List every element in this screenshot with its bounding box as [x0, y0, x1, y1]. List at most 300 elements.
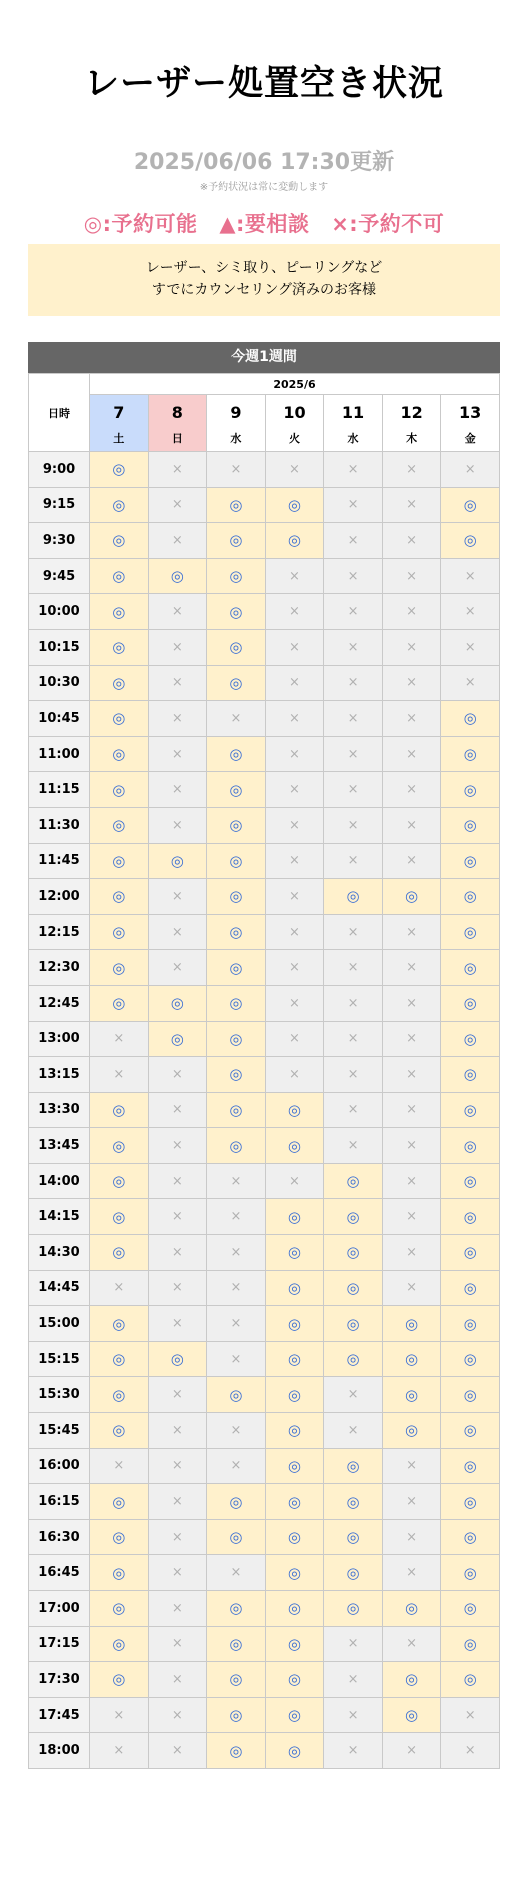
slot-available[interactable]: ◎	[90, 985, 149, 1021]
legend-consult: ▲:要相談	[219, 212, 310, 236]
slot-available[interactable]: ◎	[265, 1270, 324, 1306]
time-cell: 13:30	[29, 1092, 90, 1128]
slot-available[interactable]: ◎	[441, 1413, 500, 1449]
slot-available[interactable]: ◎	[324, 1484, 383, 1520]
slot-available[interactable]: ◎	[207, 807, 266, 843]
slot-available[interactable]: ◎	[207, 629, 266, 665]
day-header-row	[29, 395, 500, 452]
day-number: 13	[459, 402, 482, 422]
slot-unavailable: ×	[324, 985, 383, 1021]
slot-available[interactable]: ◎	[324, 1199, 383, 1235]
slot-available[interactable]: ◎	[382, 1413, 441, 1449]
slot-available[interactable]: ◎	[441, 1092, 500, 1128]
slot-available[interactable]: ◎	[265, 1448, 324, 1484]
slot-unavailable: ×	[265, 558, 324, 594]
slot-available[interactable]: ◎	[207, 487, 266, 523]
table-row	[29, 1733, 500, 1769]
time-cell: 16:45	[29, 1555, 90, 1591]
slot-available[interactable]: ◎	[441, 1662, 500, 1698]
slot-available[interactable]: ◎	[90, 452, 149, 488]
slot-unavailable: ×	[324, 558, 383, 594]
slot-available[interactable]: ◎	[90, 1092, 149, 1128]
slot-available[interactable]: ◎	[265, 1092, 324, 1128]
slot-unavailable: ×	[382, 1519, 441, 1555]
slot-unavailable: ×	[382, 843, 441, 879]
time-cell: 17:15	[29, 1626, 90, 1662]
day-number: 12	[400, 402, 423, 422]
slot-available[interactable]: ◎	[441, 914, 500, 950]
slot-available[interactable]: ◎	[265, 1484, 324, 1520]
slot-available[interactable]: ◎	[441, 807, 500, 843]
slot-available[interactable]: ◎	[265, 1697, 324, 1733]
day-header	[265, 395, 324, 452]
slot-unavailable: ×	[207, 1413, 266, 1449]
legend-unavailable: ×:予約不可	[331, 212, 445, 236]
slot-available[interactable]: ◎	[382, 1591, 441, 1627]
time-cell: 9:45	[29, 558, 90, 594]
slot-available[interactable]: ◎	[382, 1306, 441, 1342]
slot-available[interactable]: ◎	[207, 523, 266, 559]
slot-available[interactable]: ◎	[265, 1199, 324, 1235]
slot-available[interactable]: ◎	[90, 1555, 149, 1591]
table-row	[29, 914, 500, 950]
time-cell: 13:15	[29, 1057, 90, 1093]
slot-available[interactable]: ◎	[441, 1021, 500, 1057]
table-row	[29, 1128, 500, 1164]
slot-available[interactable]: ◎	[148, 558, 207, 594]
slot-available[interactable]: ◎	[324, 1235, 383, 1271]
slot-unavailable: ×	[382, 950, 441, 986]
slot-unavailable: ×	[148, 1484, 207, 1520]
slot-available[interactable]: ◎	[265, 1591, 324, 1627]
slot-unavailable: ×	[382, 736, 441, 772]
slot-available[interactable]: ◎	[382, 1377, 441, 1413]
slot-unavailable: ×	[265, 772, 324, 808]
slot-available[interactable]: ◎	[441, 523, 500, 559]
time-cell: 15:30	[29, 1377, 90, 1413]
legend	[0, 208, 528, 238]
time-cell: 15:15	[29, 1341, 90, 1377]
slot-unavailable: ×	[382, 701, 441, 737]
slot-available[interactable]: ◎	[207, 665, 266, 701]
slot-available[interactable]: ◎	[90, 1484, 149, 1520]
slot-available[interactable]: ◎	[441, 1484, 500, 1520]
slot-unavailable: ×	[148, 1591, 207, 1627]
slot-unavailable: ×	[382, 914, 441, 950]
slot-available[interactable]: ◎	[265, 1306, 324, 1342]
day-number: 10	[283, 402, 306, 422]
slot-available[interactable]: ◎	[207, 1733, 266, 1769]
slot-available[interactable]: ◎	[207, 1484, 266, 1520]
day-header	[382, 395, 441, 452]
time-cell: 10:00	[29, 594, 90, 630]
day-header	[207, 395, 266, 452]
time-cell: 9:15	[29, 487, 90, 523]
slot-unavailable: ×	[265, 843, 324, 879]
table-row	[29, 665, 500, 701]
table-row	[29, 1662, 500, 1698]
slot-unavailable: ×	[441, 629, 500, 665]
slot-unavailable: ×	[148, 629, 207, 665]
slot-available[interactable]: ◎	[265, 1519, 324, 1555]
time-cell: 15:00	[29, 1306, 90, 1342]
slot-available[interactable]: ◎	[265, 1413, 324, 1449]
slot-available[interactable]: ◎	[441, 985, 500, 1021]
slot-available[interactable]: ◎	[90, 879, 149, 915]
slot-available[interactable]: ◎	[90, 1235, 149, 1271]
slot-unavailable: ×	[148, 1413, 207, 1449]
slot-unavailable: ×	[90, 1448, 149, 1484]
slot-unavailable: ×	[148, 1057, 207, 1093]
slot-available[interactable]: ◎	[441, 1057, 500, 1093]
slot-unavailable: ×	[324, 843, 383, 879]
slot-available[interactable]: ◎	[90, 1591, 149, 1627]
target-line-2: すでにカウンセリング済みのお客様	[151, 282, 377, 298]
slot-available[interactable]: ◎	[441, 1270, 500, 1306]
time-cell: 10:30	[29, 665, 90, 701]
slot-unavailable: ×	[441, 1697, 500, 1733]
slot-available[interactable]: ◎	[207, 1591, 266, 1627]
slot-unavailable: ×	[207, 452, 266, 488]
table-row	[29, 985, 500, 1021]
slot-unavailable: ×	[382, 487, 441, 523]
slot-available[interactable]: ◎	[441, 1128, 500, 1164]
slot-available[interactable]: ◎	[90, 772, 149, 808]
slot-available[interactable]: ◎	[441, 1591, 500, 1627]
slot-available[interactable]: ◎	[265, 1662, 324, 1698]
slot-available[interactable]: ◎	[90, 1199, 149, 1235]
slot-unavailable: ×	[324, 1626, 383, 1662]
slot-unavailable: ×	[324, 523, 383, 559]
slot-available[interactable]: ◎	[441, 879, 500, 915]
slot-available[interactable]: ◎	[382, 879, 441, 915]
slot-available[interactable]: ◎	[207, 1662, 266, 1698]
slot-available[interactable]: ◎	[441, 1235, 500, 1271]
slot-available[interactable]: ◎	[382, 1697, 441, 1733]
slot-unavailable: ×	[148, 1448, 207, 1484]
slot-available[interactable]: ◎	[90, 950, 149, 986]
slot-available[interactable]: ◎	[90, 1128, 149, 1164]
weekday-label: 木	[406, 431, 418, 445]
day-number: 11	[341, 402, 365, 422]
time-cell: 13:45	[29, 1128, 90, 1164]
slot-unavailable: ×	[382, 1555, 441, 1591]
slot-available[interactable]: ◎	[441, 701, 500, 737]
slot-unavailable: ×	[265, 914, 324, 950]
slot-unavailable: ×	[324, 452, 383, 488]
time-cell: 14:15	[29, 1199, 90, 1235]
slot-unavailable: ×	[382, 1235, 441, 1271]
slot-unavailable: ×	[90, 1697, 149, 1733]
slot-available[interactable]: ◎	[207, 736, 266, 772]
time-cell: 10:15	[29, 629, 90, 665]
slot-unavailable: ×	[382, 629, 441, 665]
slot-available[interactable]: ◎	[90, 1377, 149, 1413]
slot-available[interactable]: ◎	[441, 1519, 500, 1555]
slot-available[interactable]: ◎	[207, 558, 266, 594]
slot-unavailable: ×	[324, 914, 383, 950]
target-customers-box	[28, 244, 500, 316]
slot-unavailable: ×	[148, 1519, 207, 1555]
table-row	[29, 594, 500, 630]
slot-available[interactable]: ◎	[207, 1092, 266, 1128]
slot-available[interactable]: ◎	[207, 985, 266, 1021]
slot-unavailable: ×	[265, 1021, 324, 1057]
slot-unavailable: ×	[207, 1555, 266, 1591]
slot-available[interactable]: ◎	[90, 914, 149, 950]
slot-available[interactable]: ◎	[324, 879, 383, 915]
slot-available[interactable]: ◎	[90, 665, 149, 701]
slot-available[interactable]: ◎	[90, 1626, 149, 1662]
slot-unavailable: ×	[382, 1128, 441, 1164]
table-row	[29, 1448, 500, 1484]
slot-available[interactable]: ◎	[207, 950, 266, 986]
slot-available[interactable]: ◎	[207, 1377, 266, 1413]
time-cell: 11:15	[29, 772, 90, 808]
target-line-1: レーザー、シミ取り、ピーリングなど	[145, 260, 383, 276]
slot-available[interactable]: ◎	[148, 843, 207, 879]
slot-available[interactable]: ◎	[441, 1448, 500, 1484]
slot-available[interactable]: ◎	[90, 1341, 149, 1377]
slot-unavailable: ×	[324, 1057, 383, 1093]
schedule-body	[29, 452, 500, 1769]
day-number: 7	[113, 402, 125, 422]
slot-unavailable: ×	[207, 1341, 266, 1377]
legend-available: ◎:予約可能	[83, 212, 198, 236]
slot-unavailable: ×	[441, 558, 500, 594]
slot-available[interactable]: ◎	[265, 1377, 324, 1413]
slot-unavailable: ×	[148, 879, 207, 915]
slot-available[interactable]: ◎	[441, 1306, 500, 1342]
table-row	[29, 629, 500, 665]
slot-available[interactable]: ◎	[90, 1306, 149, 1342]
slot-unavailable: ×	[148, 1199, 207, 1235]
slot-unavailable: ×	[90, 1733, 149, 1769]
time-cell: 17:30	[29, 1662, 90, 1698]
time-cell: 16:00	[29, 1448, 90, 1484]
slot-unavailable: ×	[148, 523, 207, 559]
table-row	[29, 843, 500, 879]
table-row	[29, 1591, 500, 1627]
table-row	[29, 772, 500, 808]
slot-available[interactable]: ◎	[90, 1413, 149, 1449]
weekday-label: 土	[113, 431, 125, 445]
slot-available[interactable]: ◎	[265, 1128, 324, 1164]
slot-available[interactable]: ◎	[148, 985, 207, 1021]
table-row	[29, 1021, 500, 1057]
table-row	[29, 1555, 500, 1591]
slot-unavailable: ×	[148, 1733, 207, 1769]
slot-available[interactable]: ◎	[441, 772, 500, 808]
slot-unavailable: ×	[382, 1270, 441, 1306]
time-cell: 11:30	[29, 807, 90, 843]
slot-available[interactable]: ◎	[441, 1377, 500, 1413]
table-row	[29, 487, 500, 523]
time-cell: 12:15	[29, 914, 90, 950]
slot-available[interactable]: ◎	[148, 1021, 207, 1057]
slot-unavailable: ×	[324, 487, 383, 523]
slot-available[interactable]: ◎	[265, 1341, 324, 1377]
month-row	[29, 374, 500, 395]
slot-unavailable: ×	[207, 1163, 266, 1199]
slot-available[interactable]: ◎	[207, 914, 266, 950]
slot-available[interactable]: ◎	[441, 487, 500, 523]
slot-available[interactable]: ◎	[207, 1057, 266, 1093]
slot-available[interactable]: ◎	[441, 1163, 500, 1199]
time-cell: 13:00	[29, 1021, 90, 1057]
slot-available[interactable]: ◎	[90, 523, 149, 559]
table-row	[29, 1163, 500, 1199]
slot-unavailable: ×	[382, 772, 441, 808]
slot-unavailable: ×	[441, 1733, 500, 1769]
slot-available[interactable]: ◎	[90, 558, 149, 594]
slot-unavailable: ×	[148, 1270, 207, 1306]
day-number: 8	[171, 402, 183, 422]
slot-unavailable: ×	[324, 1092, 383, 1128]
table-row	[29, 1377, 500, 1413]
slot-available[interactable]: ◎	[265, 523, 324, 559]
slot-available[interactable]: ◎	[207, 1697, 266, 1733]
slot-unavailable: ×	[382, 594, 441, 630]
slot-available[interactable]: ◎	[90, 629, 149, 665]
weekday-label: 火	[288, 431, 300, 445]
table-row	[29, 950, 500, 986]
slot-available[interactable]: ◎	[207, 1128, 266, 1164]
slot-available[interactable]: ◎	[441, 950, 500, 986]
slot-available[interactable]: ◎	[265, 1235, 324, 1271]
slot-unavailable: ×	[324, 1021, 383, 1057]
slot-unavailable: ×	[265, 701, 324, 737]
table-row	[29, 1199, 500, 1235]
table-row	[29, 1341, 500, 1377]
time-cell: 14:00	[29, 1163, 90, 1199]
slot-unavailable: ×	[265, 594, 324, 630]
slot-available[interactable]: ◎	[324, 1519, 383, 1555]
slot-unavailable: ×	[382, 1021, 441, 1057]
day-header	[324, 395, 383, 452]
slot-unavailable: ×	[148, 452, 207, 488]
slot-available[interactable]: ◎	[441, 736, 500, 772]
slot-available[interactable]: ◎	[265, 1626, 324, 1662]
slot-available[interactable]: ◎	[207, 1021, 266, 1057]
slot-unavailable: ×	[90, 1021, 149, 1057]
slot-available[interactable]: ◎	[90, 1662, 149, 1698]
slot-available[interactable]: ◎	[207, 1626, 266, 1662]
slot-available[interactable]: ◎	[90, 594, 149, 630]
table-row	[29, 1235, 500, 1271]
slot-available[interactable]: ◎	[324, 1555, 383, 1591]
slot-unavailable: ×	[265, 985, 324, 1021]
slot-available[interactable]: ◎	[324, 1341, 383, 1377]
slot-available[interactable]: ◎	[324, 1448, 383, 1484]
slot-unavailable: ×	[324, 1128, 383, 1164]
slot-available[interactable]: ◎	[265, 487, 324, 523]
slot-available[interactable]: ◎	[207, 772, 266, 808]
table-row	[29, 1697, 500, 1733]
table-row	[29, 1092, 500, 1128]
slot-unavailable: ×	[207, 701, 266, 737]
slot-unavailable: ×	[382, 1057, 441, 1093]
slot-unavailable: ×	[382, 1733, 441, 1769]
slot-unavailable: ×	[148, 772, 207, 808]
slot-unavailable: ×	[148, 1377, 207, 1413]
slot-available[interactable]: ◎	[90, 701, 149, 737]
slot-unavailable: ×	[207, 1306, 266, 1342]
slot-unavailable: ×	[265, 807, 324, 843]
time-cell: 11:00	[29, 736, 90, 772]
table-row	[29, 879, 500, 915]
slot-available[interactable]: ◎	[148, 1341, 207, 1377]
slot-available[interactable]: ◎	[324, 1270, 383, 1306]
slot-unavailable: ×	[148, 487, 207, 523]
slot-unavailable: ×	[148, 736, 207, 772]
table-row	[29, 1484, 500, 1520]
slot-unavailable: ×	[207, 1270, 266, 1306]
slot-available[interactable]: ◎	[441, 1199, 500, 1235]
table-row	[29, 701, 500, 737]
slot-unavailable: ×	[148, 1163, 207, 1199]
slot-unavailable: ×	[148, 701, 207, 737]
slot-unavailable: ×	[382, 1092, 441, 1128]
slot-available[interactable]: ◎	[324, 1163, 383, 1199]
slot-available[interactable]: ◎	[90, 1163, 149, 1199]
slot-available[interactable]: ◎	[90, 736, 149, 772]
slot-unavailable: ×	[265, 1057, 324, 1093]
slot-unavailable: ×	[382, 1199, 441, 1235]
slot-unavailable: ×	[148, 1697, 207, 1733]
table-row	[29, 736, 500, 772]
slot-unavailable: ×	[324, 1413, 383, 1449]
page-title: レーザー処置空き状況	[83, 64, 444, 104]
day-header	[148, 395, 207, 452]
schedule-period-label: 今週1週間	[28, 342, 500, 373]
slot-available[interactable]: ◎	[90, 487, 149, 523]
slot-available[interactable]: ◎	[441, 843, 500, 879]
table-row	[29, 807, 500, 843]
slot-available[interactable]: ◎	[90, 807, 149, 843]
slot-available[interactable]: ◎	[90, 843, 149, 879]
slot-unavailable: ×	[324, 950, 383, 986]
slot-available[interactable]: ◎	[324, 1591, 383, 1627]
slot-available[interactable]: ◎	[207, 1519, 266, 1555]
slot-available[interactable]: ◎	[441, 1341, 500, 1377]
slot-unavailable: ×	[265, 1163, 324, 1199]
slot-unavailable: ×	[324, 1733, 383, 1769]
slot-available[interactable]: ◎	[382, 1662, 441, 1698]
slot-available[interactable]: ◎	[441, 1555, 500, 1591]
time-column-header: 日時	[29, 374, 90, 452]
slot-available[interactable]: ◎	[207, 879, 266, 915]
slot-unavailable: ×	[265, 950, 324, 986]
slot-available[interactable]: ◎	[441, 1626, 500, 1662]
slot-unavailable: ×	[148, 1662, 207, 1698]
slot-available[interactable]: ◎	[324, 1306, 383, 1342]
slot-available[interactable]: ◎	[265, 1733, 324, 1769]
day-number: 9	[230, 402, 242, 422]
slot-unavailable: ×	[382, 985, 441, 1021]
slot-available[interactable]: ◎	[207, 594, 266, 630]
slot-available[interactable]: ◎	[265, 1555, 324, 1591]
slot-available[interactable]: ◎	[90, 1519, 149, 1555]
slot-unavailable: ×	[148, 594, 207, 630]
slot-unavailable: ×	[382, 452, 441, 488]
table-row	[29, 1413, 500, 1449]
slot-available[interactable]: ◎	[382, 1341, 441, 1377]
slot-unavailable: ×	[148, 914, 207, 950]
slot-unavailable: ×	[207, 1448, 266, 1484]
table-row	[29, 1306, 500, 1342]
slot-available[interactable]: ◎	[207, 843, 266, 879]
